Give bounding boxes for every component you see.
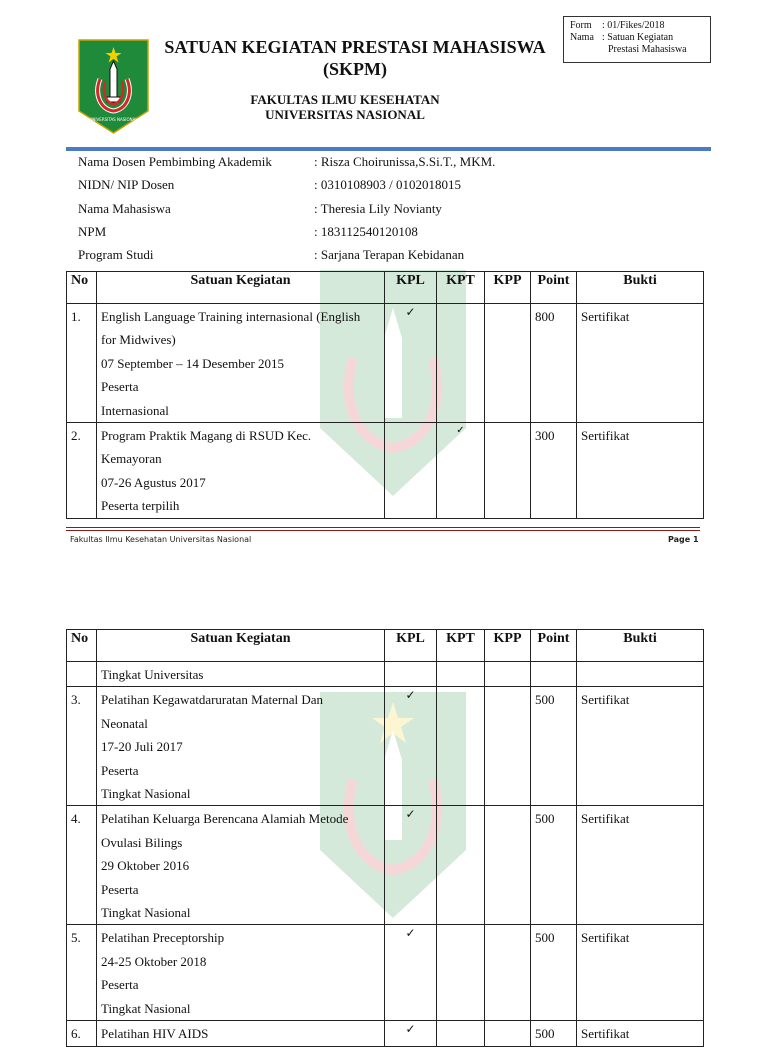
logo-text: UNIVERSITAS NASIONAL	[89, 117, 138, 122]
row-point	[531, 662, 577, 687]
nama-label: Nama	[570, 32, 594, 43]
row-no: 2.	[67, 423, 97, 519]
row-kegiatan	[97, 662, 385, 687]
title-line2: (SKPM)	[323, 59, 387, 79]
row-bukti: Sertifikat	[577, 1021, 704, 1046]
table-header-row	[67, 272, 704, 304]
row-kegiatan	[97, 806, 385, 925]
row-kpl	[385, 687, 437, 806]
row-no	[67, 662, 97, 687]
row-kpp	[485, 925, 531, 1021]
row-kpl	[385, 925, 437, 1021]
kegiatan-line: Ovulasi Bilings	[101, 834, 183, 850]
row-kegiatan	[97, 687, 385, 806]
row-kpl	[385, 662, 437, 687]
kegiatan-line: English Language Training internasional (English	[101, 309, 361, 324]
kegiatan-line: Internasional	[101, 402, 169, 418]
kegiatan-line: Tingkat Nasional	[101, 786, 191, 802]
row-kpt	[437, 806, 485, 925]
row-kpl	[385, 806, 437, 925]
footer-institution: Fakultas Ilmu Kesehatan Universitas Nasional	[70, 535, 252, 544]
kegiatan-line: Pelatihan Preceptorship	[101, 930, 225, 946]
row-kpt	[437, 423, 485, 519]
info-label: Program Studi	[78, 247, 154, 262]
faculty-name: FAKULTAS ILMU KESEHATAN	[250, 92, 440, 107]
row-bukti: Sertifikat	[577, 806, 704, 925]
header-no: No	[67, 272, 97, 304]
check-icon: ✓	[405, 807, 416, 822]
faculty-heading	[150, 92, 540, 122]
form-label: Form	[570, 20, 592, 31]
row-point: 300	[531, 423, 577, 519]
kegiatan-line: Tingkat Nasional	[101, 905, 191, 921]
row-kpl	[385, 423, 437, 519]
kegiatan-line: Kemayoran	[101, 451, 162, 467]
check-icon: ✓	[405, 305, 416, 319]
row-kpt	[437, 304, 485, 423]
activity-table-page1	[66, 271, 704, 519]
row-kegiatan	[97, 925, 385, 1021]
row-point: 500	[531, 1021, 577, 1046]
table-row	[67, 662, 704, 687]
row-bukti: Sertifikat	[577, 687, 704, 806]
info-label: NIDN/ NIP Dosen	[78, 177, 175, 192]
kegiatan-line: Tingkat Universitas	[101, 667, 204, 682]
info-value: : 0310108903 / 0102018015	[314, 177, 461, 192]
check-icon: ✓	[405, 926, 416, 941]
row-kpt	[437, 1021, 485, 1046]
row-kpp	[485, 806, 531, 925]
header-bukti: Bukti	[577, 272, 704, 304]
row-kpl	[385, 1021, 437, 1046]
info-value: : 183112540120108	[314, 224, 418, 239]
row-kegiatan	[97, 304, 385, 423]
header-point: Point	[531, 630, 577, 662]
row-kpt	[437, 925, 485, 1021]
kegiatan-line: 07 September – 14 Desember 2015	[101, 355, 285, 371]
kegiatan-line: Peserta	[101, 379, 139, 395]
table-row	[67, 1021, 704, 1046]
table-row	[67, 423, 704, 519]
row-no: 3.	[67, 687, 97, 806]
kegiatan-line: Peserta terpilih	[101, 498, 180, 514]
info-value: : Risza Choirunissa,S.Si.T., MKM.	[314, 154, 496, 169]
info-value: : Sarjana Terapan Kebidanan	[314, 247, 465, 262]
table-row	[67, 806, 704, 925]
nama-value-line2: Prestasi Mahasiswa	[608, 44, 687, 55]
university-logo	[78, 39, 149, 134]
header-bukti: Bukti	[577, 630, 704, 662]
header-kpp: KPP	[485, 630, 531, 662]
row-kpp	[485, 1021, 531, 1046]
table-header-row	[67, 630, 704, 662]
header-kpt: KPT	[437, 272, 485, 304]
row-bukti: Sertifikat	[577, 925, 704, 1021]
row-kpl	[385, 304, 437, 423]
header-point: Point	[531, 272, 577, 304]
row-no: 6.	[67, 1021, 97, 1046]
table-row	[67, 687, 704, 806]
form-info-box	[563, 16, 711, 63]
row-point: 500	[531, 806, 577, 925]
check-icon: ✓	[405, 688, 416, 703]
page-number: Page 1	[668, 535, 699, 544]
nama-value: : Satuan Kegiatan	[602, 32, 674, 43]
university-name: UNIVERSITAS NASIONAL	[265, 107, 425, 122]
kegiatan-line: Pelatihan Keluarga Berencana Alamiah Metode	[101, 811, 349, 827]
row-kpp	[485, 662, 531, 687]
form-value: : 01/Fikes/2018	[602, 20, 665, 31]
row-no: 1.	[67, 304, 97, 423]
row-bukti	[577, 662, 704, 687]
kegiatan-line: 17-20 Juli 2017	[101, 739, 183, 755]
row-point: 500	[531, 925, 577, 1021]
header-kpp: KPP	[485, 272, 531, 304]
row-kpp	[485, 423, 531, 519]
kegiatan-line: 29 Oktober 2016	[101, 858, 190, 874]
row-kpp	[485, 304, 531, 423]
kegiatan-line: Pelatihan HIV AIDS	[101, 1026, 209, 1042]
kegiatan-line: 07-26 Agustus 2017	[101, 474, 206, 490]
header-no: No	[67, 630, 97, 662]
row-point: 800	[531, 304, 577, 423]
kegiatan-line: Peserta	[101, 762, 139, 778]
kegiatan-line: for Midwives)	[101, 332, 176, 348]
row-point: 500	[531, 687, 577, 806]
footer-divider	[66, 527, 700, 531]
info-label: NPM	[78, 224, 107, 239]
activity-table-page2	[66, 629, 704, 1047]
row-kegiatan	[97, 423, 385, 519]
header-divider	[66, 147, 711, 151]
page-title	[150, 36, 560, 80]
header-kegiatan: Satuan Kegiatan	[97, 272, 385, 304]
check-icon: ✓	[405, 1022, 416, 1037]
title-line1: SATUAN KEGIATAN PRESTASI MAHASISWA	[164, 37, 546, 57]
row-kpp	[485, 687, 531, 806]
table-row	[67, 304, 704, 423]
header-kpt: KPT	[437, 630, 485, 662]
row-bukti: Sertifikat	[577, 423, 704, 519]
header-kegiatan: Satuan Kegiatan	[97, 630, 385, 662]
kegiatan-line: Neonatal	[101, 715, 148, 731]
info-label: Nama Mahasiswa	[78, 201, 171, 216]
row-kpt	[437, 687, 485, 806]
kegiatan-line: Peserta	[101, 881, 139, 897]
table-row	[67, 925, 704, 1021]
header-kpl: KPL	[385, 630, 437, 662]
kegiatan-line: 24-25 Oktober 2018	[101, 953, 207, 969]
check-icon: ✓	[456, 425, 465, 437]
row-no: 4.	[67, 806, 97, 925]
kegiatan-line: Peserta	[101, 977, 139, 993]
row-kegiatan	[97, 1021, 385, 1046]
header-kpl: KPL	[385, 272, 437, 304]
kegiatan-line: Tingkat Nasional	[101, 1000, 191, 1016]
info-label: Nama Dosen Pembimbing Akademik	[78, 154, 272, 169]
kegiatan-line: Program Praktik Magang di RSUD Kec.	[101, 428, 312, 444]
row-no: 5.	[67, 925, 97, 1021]
row-bukti: Sertifikat	[577, 304, 704, 423]
info-value: : Theresia Lily Novianty	[314, 201, 442, 216]
row-kpt	[437, 662, 485, 687]
kegiatan-line: Pelatihan Kegawatdaruratan Maternal Dan	[101, 692, 323, 708]
